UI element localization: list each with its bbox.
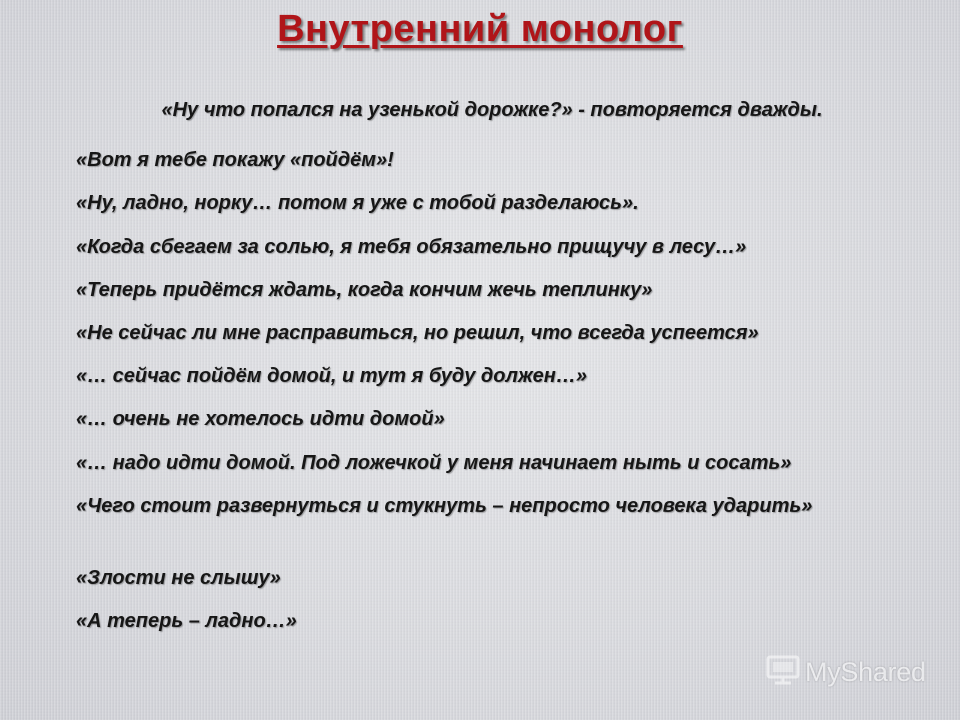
quote-line-1: «Вот я тебе покажу «пойдём»! [76, 149, 394, 171]
quote-line-10: «Злости не слышу» [76, 567, 281, 589]
presentation-board-icon [766, 655, 800, 690]
watermark-text: MyShared [805, 657, 926, 687]
quote-line-5: «Не сейчас ли мне расправиться, но решил, что всегда успеется» [76, 322, 759, 344]
quote-line-2: «Ну, ладно, норку… потом я уже с тобой разделаюсь». [76, 192, 639, 214]
subtitle-quote: «Ну что попался на узенькой дорожке?» - повторяется дважды. [161, 99, 823, 121]
quote-line-11: «А теперь – ладно…» [76, 610, 297, 632]
slide-title: Внутренний монолог [277, 8, 683, 50]
quote-line-6: «… сейчас пойдём домой, и тут я буду должен…» [76, 365, 587, 387]
quote-line-8: «… надо идти домой. Под ложечкой у меня начинает ныть и сосать» [76, 452, 792, 474]
quote-line-9: «Чего стоит развернуться и стукнуть – непросто человека ударить» [76, 495, 813, 517]
watermark-logo [766, 655, 926, 690]
quote-line-3: «Когда сбегаем за солью, я тебя обязательно прищучу в лесу…» [76, 236, 747, 258]
quote-line-7: «… очень не хотелось идти домой» [76, 408, 445, 430]
quote-line-4: «Теперь придётся ждать, когда кончим жечь теплинку» [76, 279, 653, 301]
